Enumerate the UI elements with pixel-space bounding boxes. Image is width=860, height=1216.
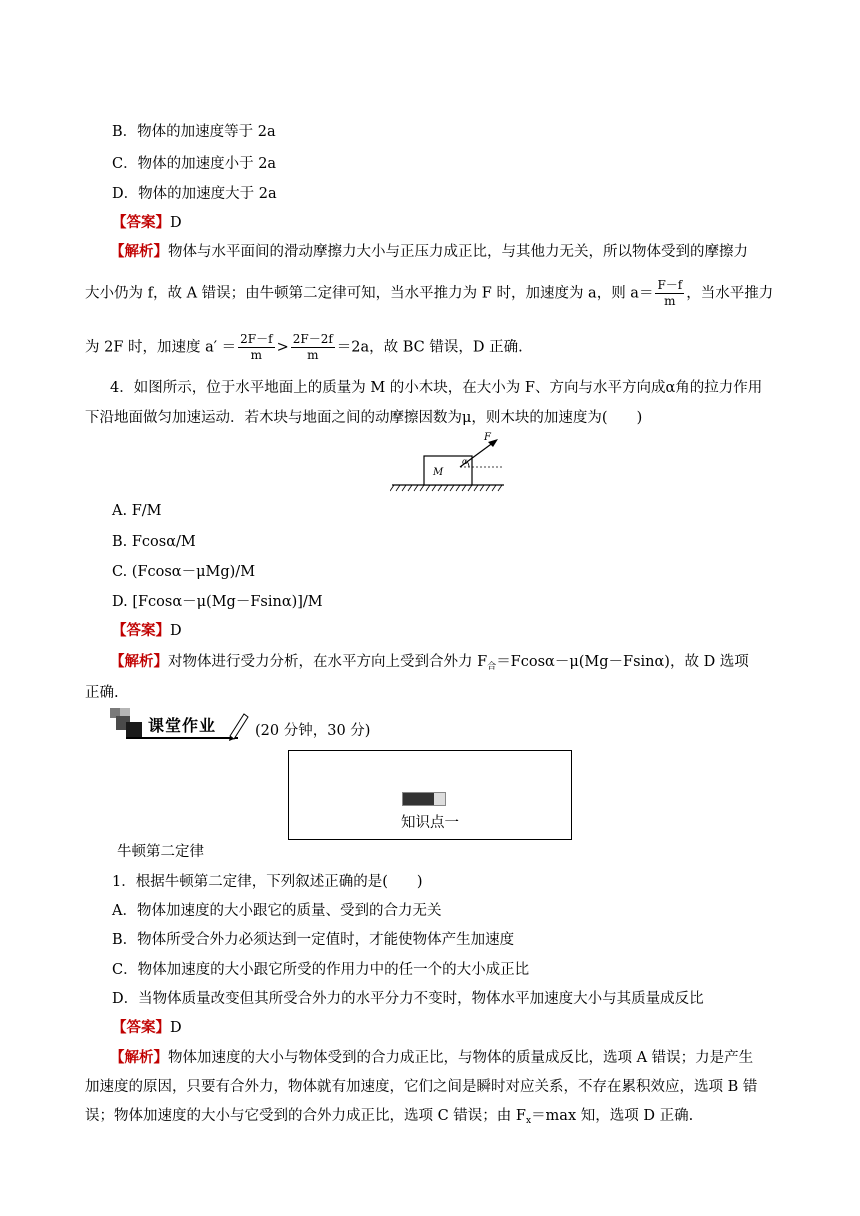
option-c: C．物体的加速度小于 2a xyxy=(112,156,277,172)
q4-analysis-line1 xyxy=(110,653,749,676)
analysis-text: 误；物体加速度的大小与它受到的合外力成正比，选项 C 错误；由 F xyxy=(85,1108,526,1124)
q4-option-c: C. (Fcosα－μMg)/M xyxy=(112,564,256,580)
q4-stem-line2: 下沿地面做匀加速运动．若木块与地面之间的动摩擦因数为μ，则木块的加速度为( ) xyxy=(85,410,643,426)
q4-option-d: D. [Fcosα－μ(Mg－Fsinα)]/M xyxy=(112,594,323,610)
analysis-tag: 【解析】 xyxy=(110,1049,168,1066)
analysis-tag: 【解析】 xyxy=(110,653,168,670)
answer-tag: 【答案】 xyxy=(112,622,170,639)
section-title: 课堂作业 xyxy=(148,716,217,735)
q4-stem-line1: 4．如图所示，位于水平地面上的质量为 M 的小木块，在大小为 F、方向与水平方向成α角的拉力作用 xyxy=(110,380,763,396)
ground-hatch xyxy=(390,485,502,491)
label-alpha: α xyxy=(462,457,468,466)
answer-tag: 【答案】 xyxy=(112,1019,170,1036)
q1-option-a: A．物体加速度的大小跟它的质量、受到的合力无关 xyxy=(112,903,442,919)
analysis-text: ，当水平推力 xyxy=(686,285,774,302)
knowledge-bar xyxy=(402,792,446,806)
label-m: M xyxy=(433,467,444,478)
q1-analysis-line2: 加速度的原因，只要有合外力，物体就有加速度，它们之间是瞬时对应关系，不存在累积效应，选项 B 错 xyxy=(85,1079,758,1095)
answer-value: D xyxy=(170,215,182,231)
q4-answer xyxy=(112,622,182,640)
q3-analysis-line3 xyxy=(85,332,523,363)
analysis-text: ＝max 知，选项 D 正确. xyxy=(531,1108,694,1124)
q3-analysis-line2 xyxy=(85,278,773,309)
q1-option-c: C．物体加速度的大小跟它所受的作用力中的任一个的大小成正比 xyxy=(112,962,530,978)
fraction-2f-minus-f-over-m: $\frac{2F-f}{m}$ xyxy=(240,332,273,362)
knowledge-point-label: 知识点一 xyxy=(401,815,459,831)
section-time: (20 分钟，30 分) xyxy=(255,723,371,739)
analysis-text: ＝Fcosα－μ(Mg－Fsinα)，故 D 选项 xyxy=(496,654,749,670)
subscript: 合 xyxy=(487,662,497,672)
fraction-f-minus-f-over-m: $\frac{F-f}{m}$ xyxy=(657,278,683,308)
fraction-2f-minus-2f-over-m: $\frac{2F-2f}{m}$ xyxy=(292,332,333,362)
analysis-text: 对物体进行受力分析，在水平方向上受到合外力 F xyxy=(168,654,488,670)
analysis-text: 为 2F 时，加速度 a′ ＝ xyxy=(85,339,237,356)
q1-analysis-line3 xyxy=(85,1107,693,1130)
analysis-text: ＝2a，故 BC 错误，D 正确. xyxy=(336,339,523,356)
q3-analysis-line1 xyxy=(110,243,748,261)
pencil-icon xyxy=(229,714,248,741)
answer-tag: 【答案】 xyxy=(112,214,170,231)
option-b: B．物体的加速度等于 2a xyxy=(112,124,276,140)
analysis-text: 大小仍为 f，故 A 错误；由牛顿第二定律可知，当水平推力为 F 时，加速度为 a，则 a＝ xyxy=(85,285,654,302)
q1-stem: 1．根据牛顿第二定律，下列叙述正确的是( ) xyxy=(112,874,423,890)
q4-option-a: A. F/M xyxy=(112,503,162,519)
q1-option-b: B．物体所受合外力必须达到一定值时，才能使物体产生加速度 xyxy=(112,932,515,948)
answer-value: D xyxy=(170,1020,182,1036)
q1-answer xyxy=(112,1019,182,1037)
block-force-diagram xyxy=(390,430,510,494)
q4-analysis-line2: 正确. xyxy=(85,685,119,701)
knowledge-topic: 牛顿第二定律 xyxy=(117,844,204,860)
q4-option-b: B. Fcosα/M xyxy=(112,534,196,550)
subscript: x xyxy=(525,1116,532,1126)
q1-option-d: D．当物体质量改变但其所受合外力的水平分力不变时，物体水平加速度大小与其质量成反比 xyxy=(112,991,704,1007)
option-d: D．物体的加速度大于 2a xyxy=(112,186,277,202)
knowledge-point-box xyxy=(288,750,572,840)
answer-value: D xyxy=(170,623,182,639)
greater-than: > xyxy=(276,339,289,356)
label-f: F xyxy=(484,432,491,443)
analysis-text: 物体加速度的大小与物体受到的合力成正比，与物体的质量成反比，选项 A 错误；力是产生 xyxy=(168,1050,754,1066)
analysis-tag: 【解析】 xyxy=(110,243,168,260)
analysis-text: 物体与水平面间的滑动摩擦力大小与正压力成正比，与其他力无关，所以物体受到的摩擦力 xyxy=(168,244,748,260)
q1-analysis-line1 xyxy=(110,1049,753,1067)
q3-answer xyxy=(112,214,182,232)
